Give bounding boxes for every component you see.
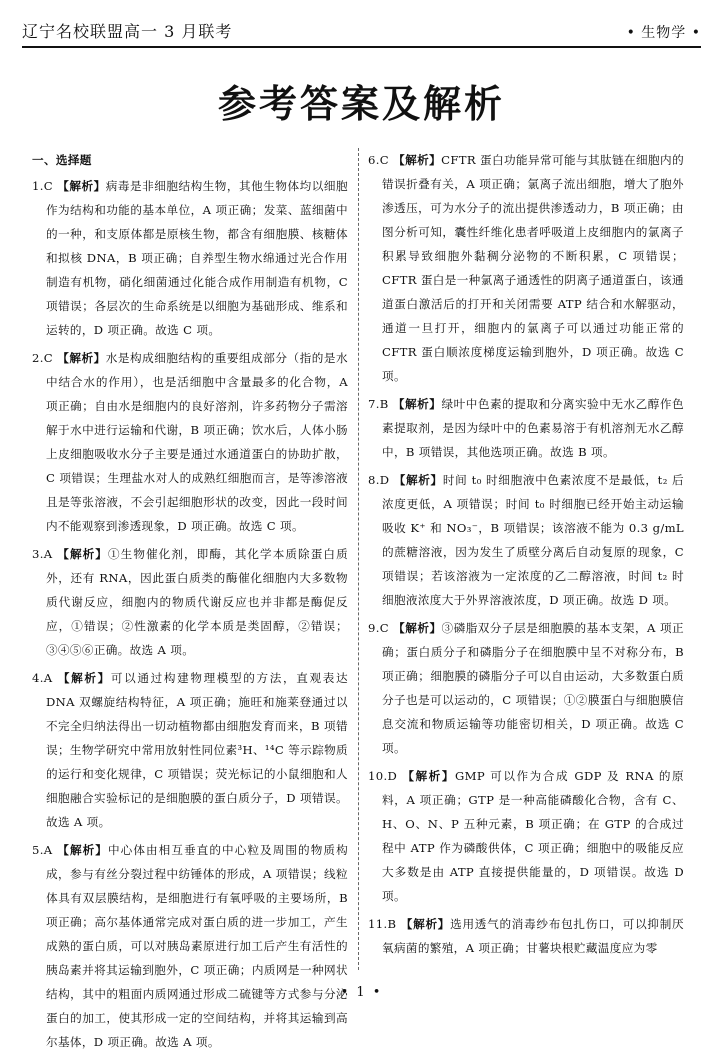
answer-item [32, 346, 348, 538]
analysis-text: 可以通过构建物理模型的方法，直观表达 DNA 双螺旋结构特征，A 项正确；施旺和施莱登通过以不完全归纳法得出一切动植物都由细胞发育而来，B 项错误；生物学研究中常用放射性同位素³H、¹⁴C 等示踪物质的运行和变化规律，C 项错误；荧光标记的小鼠细胞和人细胞融合实验标记的是细胞膜的蛋白质分子，D 项错误。故选 A 项。 [46, 671, 348, 829]
analysis-text: 绿叶中色素的提取和分离实验中无水乙醇作色素提取剂，是因为绿叶中的色素易溶于有机溶剂无水乙醇中，B 项错误，其他选项正确。故选 B 项。 [382, 397, 685, 459]
answer-list-continued [368, 148, 684, 960]
subject-label: • 生物学 • [626, 25, 701, 41]
analysis-tag: 【解析】 [57, 179, 106, 193]
answer-number: 9. [368, 621, 380, 635]
answer-choice: B [379, 397, 393, 411]
answer-item [368, 468, 684, 612]
analysis-text: 病毒是非细胞结构生物，其他生物体均以细胞作为结构和功能的基本单位，A 项正确；发菜、蓝细菌中的一种，和支原体都是原核生物，都含有细胞膜、核糖体和拟核 DNA，B 项正确；自养型生物水绵通过光合作用制造有机物，硝化细菌通过化能合成作用制造有机物，C 项错误；各层次的生命系统是以细胞为基础形成、维系和运转的，D 项正确。故选 C 项。 [46, 179, 348, 337]
page-title: 参考答案及解析 [217, 82, 505, 126]
answer-item [368, 392, 684, 464]
analysis-text: ①生物催化剂，即酶，其化学本质除蛋白质外，还有 RNA，因此蛋白质类的酶催化细胞内大多数物质代谢反应，细胞内的物质代谢反应也并非都是酶促反应，①错误；②性激素的化学本质是类固醇，②错误；③④⑤⑥正确。故选 A 项。 [46, 547, 349, 657]
page-number: • 1 • [340, 985, 383, 1000]
analysis-tag: 【解析】 [393, 153, 442, 167]
column-divider [358, 148, 359, 970]
answer-item [368, 912, 684, 960]
answer-item [368, 148, 684, 388]
analysis-text: 选用透气的消毒纱布包扎伤口，可以抑制厌氧病菌的繁殖，A 项正确；甘薯块根贮藏温度应为零 [382, 917, 685, 955]
answer-number: 6. [368, 153, 380, 167]
answer-choice: C [379, 621, 394, 635]
answer-list [32, 174, 348, 1054]
analysis-tag: 【解析】 [57, 547, 108, 561]
answer-item [32, 838, 348, 1054]
answer-number: 5. [32, 843, 44, 857]
answer-number: 4. [32, 671, 44, 685]
analysis-tag: 【解析】 [400, 917, 451, 931]
analysis-tag: 【解析】 [393, 621, 442, 635]
answer-choice: B [387, 917, 401, 931]
answer-number: 3. [32, 547, 44, 561]
analysis-tag: 【解析】 [57, 843, 108, 857]
analysis-text: ③磷脂双分子层是细胞膜的基本支架，A 项正确；蛋白质分子和磷脂分子在细胞膜中呈不对称分布，B 项正确；细胞膜的磷脂分子可以自由运动，大多数蛋白质分子也是可以运动的，C 项错误；①②膜蛋白与细胞膜信息交流和物质运输等功能密切相关，D 项正确。故选 C 项。 [382, 621, 684, 755]
answer-choice: A [43, 547, 58, 561]
analysis-tag: 【解析】 [57, 351, 106, 365]
page-header [22, 8, 701, 48]
answer-choice: C [379, 153, 394, 167]
answer-choice: A [43, 843, 58, 857]
answer-number: 10. [368, 769, 388, 783]
answer-item [32, 174, 348, 342]
answer-item [368, 616, 684, 760]
left-column [32, 148, 349, 1049]
answer-item [368, 764, 684, 908]
analysis-text: GMP 可以作为合成 GDP 及 RNA 的原料，A 项正确；GTP 是一种高能磷酸化合物，含有 C、H、O、N、P 五种元素，B 项正确；在 GTP 的合成过程中 ATP 作为磷酸供体，C 项正确；细胞中的吸能反应大多数是由 ATP 直接提供能量的，D 项错误。故选 D 项。 [382, 769, 684, 903]
analysis-tag: 【解析】 [393, 473, 443, 487]
answer-choice: A [43, 671, 58, 685]
section-title: 一、选择题 [32, 153, 92, 167]
answer-item [32, 542, 348, 662]
answer-choice: C [43, 179, 58, 193]
right-column [368, 148, 684, 968]
analysis-text: CFTR 蛋白功能异常可能与其肽链在细胞内的错误折叠有关，A 项正确；氯离子流出细胞，增大了胞外渗透压，可为水分子的流出提供渗透动力，B 项正确；由图分析可知，囊性纤维化患者呼吸道上皮细胞内的氯离子积累导致细胞外黏稠分泌物的不断积累，C 项错误；CFTR 蛋白是一种氯离子通透性的阴离子通道蛋白，该通道蛋白激活后的打开和关闭需要 ATP 结合和水解驱动，通道一旦打开，细胞内的氯离子可以通过功能正常的 CFTR 蛋白顺浓度梯度运输到胞外，D 项正确。故选 C 项。 [382, 153, 685, 383]
analysis-text: 中心体由相互垂直的中心粒及周围的物质构成，参与有丝分裂过程中纺锤体的形成，A 项错误；线粒体具有双层膜结构，是细胞进行有氧呼吸的主要场所，B 项正确；高尔基体通常完成对蛋白质的进一步加工，产生成熟的蛋白质，可以对胰岛素原进行加工后产生有活性的胰岛素并将其运输到胞外，C 项正确；内质网是一种网状结构，其中的粗面内质网通过形成二硫键等方式参与分泌蛋白的加工，使其形成一定的空间结构，并将其运输到高尔基体，D 项正确。故选 A 项。 [46, 843, 349, 1049]
answer-number: 11. [368, 917, 388, 931]
analysis-text: 水是构成细胞结构的重要组成部分（指的是水中结合水的作用），也是活细胞中含量最多的化合物，A 项正确；自由水是细胞内的良好溶剂，许多药物分子需溶解于水中进行运输和代谢，B 项正确；饮水后，人体小肠上皮细胞吸收水分子主要是通过水通道蛋白的协助扩散，C 项错误；生理盐水对人的成熟红细胞而言，是等渗溶液且是等张溶液，不会引起细胞形状的改变，因此一段时间内不能观察到渗透现象，D 项正确。故选 C 项。 [46, 351, 348, 533]
answer-number: 2. [32, 351, 44, 365]
answer-choice: D [387, 769, 403, 783]
analysis-text: 时间 t₀ 时细胞液中色素浓度不是最低，t₂ 后浓度更低，A 项错误；时间 t₀ 时细胞已经开始主动运输吸收 K⁺ 和 NO₃⁻，B 项错误；该溶液不能为 0.3 g/mL 的蔗糖溶液，因为发生了质壁分离后自动复原的现象，C 项错误；若该溶液为一定浓度的乙二醇溶液，时间 t₂ 时细胞液浓度大于外界溶液浓度，D 项正确。故选 D 项。 [382, 473, 684, 607]
exam-title: 辽宁名校联盟高一 3 月联考 [22, 22, 233, 41]
answer-choice: C [43, 351, 58, 365]
analysis-tag: 【解析】 [402, 769, 455, 783]
answer-item [32, 666, 348, 834]
answer-number: 8. [368, 473, 380, 487]
answer-number: 1. [32, 179, 44, 193]
answer-choice: D [379, 473, 394, 487]
analysis-tag: 【解析】 [392, 397, 442, 411]
analysis-tag: 【解析】 [57, 671, 111, 685]
answer-number: 7. [368, 397, 380, 411]
